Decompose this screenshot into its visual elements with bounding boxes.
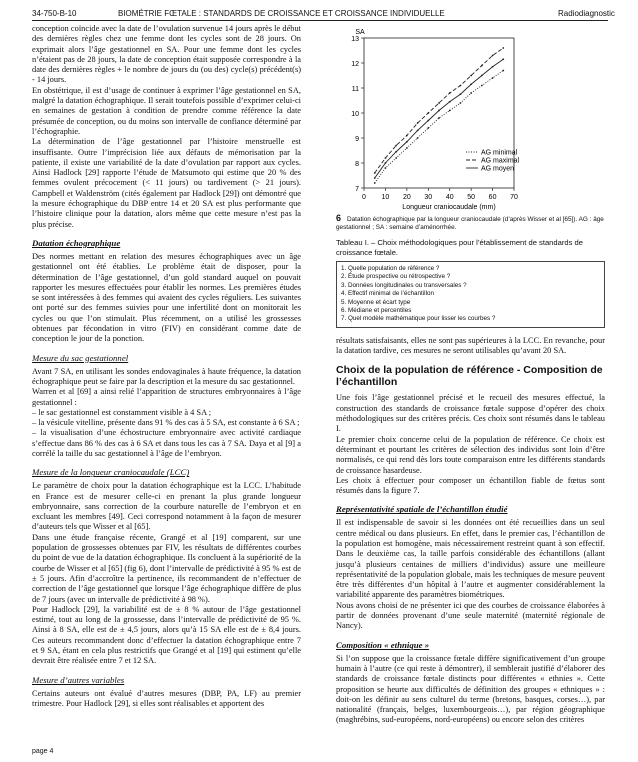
data-point <box>449 110 451 112</box>
y-tick-label: 10 <box>351 111 359 118</box>
paragraph: La détermination de l’âge gestationnel par l’histoire menstruelle est insuffisante. Outre l’imprécision liée aux défauts de mémorisation par la patiente, il existe une variabilité de la date d’ovulation par rapport aux cycles. Ainsi Hadlock [29] rapporte l’étude de Matsumoto qui estime que 20 % des femmes ovulent précocement (< 11 jours) ou tardivement (> 21 jours). Campbell et Waldenström (cités également par Hadlock [29]) ont démontré que la mesure échographique du DBP entre 14 et 20 SA est plus performante que l’histoire clinique pour la datation, alors même que cette mesure n’est pas la plus précise. <box>32 137 301 229</box>
data-point <box>481 65 483 67</box>
table-row: 7. Quel modèle mathématique pour lisser les courbes ? <box>341 315 496 323</box>
data-point <box>427 120 429 122</box>
table-1 <box>336 261 605 328</box>
y-tick-label: 13 <box>351 36 359 43</box>
paragraph: Dans une étude française récente, Grangé et al [19] comparent, sur une population de grossesses obtenues par FIV, les résultats de différentes courbes du point de vue de la datation échographique. Ils concluent à la supériorité de la courbe de Wisser et al [65] (fig 6), dont l’intervalle de prédictivité à 95 % est de ± 5 jours. Afin d’accroître la pertinence, ils recommandent de n’effectuer de correction de l’âge gestationnel que lorsque l’âge échographique diffère de plus de 7 jours (avec un intervalle de prédictivité à 98 %). <box>32 532 301 604</box>
data-point <box>385 162 387 164</box>
data-point <box>492 77 494 79</box>
list-item: – la vésicule vitelline, présente dans 91 % des cas à 5 SA, est constante à 6 SA ; <box>32 418 300 428</box>
data-point <box>470 92 472 94</box>
growth-chart <box>336 24 605 212</box>
paragraph: Le paramètre de choix pour la datation échographique est la LCC. L’habitude en France est de mesurer celle-ci en prenant la plus grande longueur embryonnaire, sans correction de la courbure naturelle de l’embryon et en excluant les membres [49]. Ceci correspond notamment à la façon de mesurer d’auteurs tels que Wisser et al [65]. <box>32 481 301 532</box>
x-tick-label: 0 <box>362 194 366 201</box>
legend-label: AG minimal <box>481 149 518 157</box>
figure-caption-text: Datation échographique par la longueur craniocaudale (d’après Wisser et al [65]). AG : âge gestationnel ; SA : semaine d’aménorrhée. <box>336 216 604 231</box>
section-name: Radiodiagnostic <box>558 9 615 18</box>
data-point <box>374 172 376 174</box>
right-column <box>336 24 605 726</box>
x-tick-label: 60 <box>488 194 497 201</box>
y-tick-label: 8 <box>355 161 359 168</box>
data-point <box>502 58 504 60</box>
paragraph: Certains auteurs ont évalué d’autres mesures (DBP, PA, LF) au premier trimestre. Pour Hadlock [29], si elles sont réalisables et apportent des <box>32 688 301 708</box>
section-heading-autres: Mesure d’autres variables <box>32 674 125 685</box>
legend-label: AG moyen <box>481 165 515 173</box>
paragraph: Les choix à effectuer pour composer un échantillon fiable de fœtus sont résumés dans la figure 7. <box>336 475 605 496</box>
legend-label: AG maximal <box>481 157 520 165</box>
paragraph: En obstétrique, il est d’usage de continuer à exprimer l’âge gestationnel en SA, malgré la datation échographique. Il serait toutefois possible d’exprimer celui-ci en semaines de gestation à condition de prendre comme référence la date présumée de conception, ou du moins son intervalle de confiance déterminé par l’échographie. <box>32 85 301 136</box>
page-header <box>0 0 638 22</box>
data-point <box>460 93 462 95</box>
data-point <box>374 182 376 184</box>
data-point <box>385 157 387 159</box>
data-point <box>438 102 440 104</box>
data-point <box>427 127 429 129</box>
data-point <box>417 130 419 132</box>
data-point <box>481 75 483 77</box>
document-ref: 34-750-B-10 <box>32 9 77 18</box>
paragraph: conception coïncide avec la date de l’ovulation survenue 14 jours après le début des dernières règles chez une femme dont les cycles sont de 28 jours. On exprimait alors l’âge gestationnel en SA. Pour une femme dont les cycles n’étaient pas de 28 jours, la date de conception était supposée correspondre à la date des dernières règles + le nombre de jours du (ou des) cycle(s) précédent(s) - 14 jours. <box>32 24 301 85</box>
data-point <box>395 151 397 153</box>
data-point <box>374 177 376 179</box>
page-number: page 4 <box>32 748 54 755</box>
section-heading-sac: Mesure du sac gestationnel <box>32 352 129 363</box>
data-point <box>481 85 483 87</box>
table-row: 4. Effectif minimal de l’échantillon <box>341 290 434 298</box>
running-title: BIOMÉTRIE FŒTALE : STANDARDS DE CROISSANCE ET CROISSANCE INDIVIDUELLE <box>118 9 445 18</box>
figure-caption <box>336 214 605 232</box>
section-heading-lcc: Mesure de la longueur craniocaudale (LCC) <box>32 467 190 478</box>
data-point <box>470 75 472 77</box>
data-point <box>492 55 494 57</box>
table-row: 2. Étude prospective ou rétrospective ? <box>341 273 451 281</box>
data-point <box>502 70 504 72</box>
table-row: 1. Quelle population de référence ? <box>341 265 440 272</box>
data-point <box>417 122 419 124</box>
data-point <box>406 141 408 143</box>
y-axis-label: SA <box>355 29 365 36</box>
data-point <box>385 167 387 169</box>
data-point <box>395 157 397 159</box>
y-tick-label: 7 <box>355 186 359 193</box>
data-point <box>406 147 408 149</box>
y-tick-label: 12 <box>351 61 359 68</box>
x-tick-label: 20 <box>402 194 411 201</box>
paragraph: Une fois l’âge gestationnel précisé et le recueil des mesures effectué, la construction des standards de croissance fœtale suppose d’opérer des choix méthodologiques sur des critères précis. Ces choix sont résumés dans le tableau I. <box>336 393 605 434</box>
data-point <box>427 112 429 114</box>
table-row: 5. Moyenne et écart type <box>341 298 411 306</box>
x-tick-label: 10 <box>381 194 390 201</box>
paragraph: résultats satisfaisants, elles ne sont pas supérieures à la LCC. En revanche, pour la datation tardive, ces mesures ne seront utilisables qu’avant 20 SA. <box>336 335 605 356</box>
paragraph: Il est indispensable de savoir si les données ont été recueillies dans un seul centre médical ou dans plusieurs. En effet, dans le premier cas, l’échantillon de la population est homogène, mais nécessairement restreint quant à son effectif. Dans le deuxième cas, la taille parfois considérable des échantillons (allant jusqu’à plusieurs centaines de milliers d’individus) assure une meilleure représentativité de la population globale, mais les techniques de mesure peuvent être très différentes d’un hôpital à l’autre et augmenter considérablement la variabilité apparente des paramètres biométriques. <box>336 518 605 600</box>
paragraph: Avant 7 SA, en utilisant les sondes endovaginales à haute fréquence, la datation échographique peut se faire par la description et la mesure du sac gestationnel. <box>32 366 301 386</box>
y-tick-label: 11 <box>351 86 359 93</box>
data-point <box>417 137 419 139</box>
figure-number: 6 <box>336 213 342 223</box>
data-point <box>395 145 397 147</box>
paragraph: Des normes mettant en relation des mesures échographiques avec un âge gestationnel ont été établies. Le problème était de disposer, pour la détermination de l’âge gestationnel, d’un gold standard auquel on pouvait rapporter les mesures effectuées pour établir les normes. Les premières études se sont intéressées à des femmes qui avaient des cycles réguliers. Les suivantes ont porté sur des femmes suivies pour une infertilité dont on monitorait les cycles ou que l’on stimulait. Plus récemment, on a utilisé les grossesses obtenues par fécondation in vitro (FIV) en considérant comme date de conception le jour de la ponction. <box>32 251 301 344</box>
data-point <box>492 66 494 68</box>
x-tick-label: 70 <box>510 194 518 201</box>
left-column <box>32 24 301 709</box>
x-tick-label: 50 <box>467 194 476 201</box>
data-point <box>460 102 462 104</box>
data-point <box>470 83 472 85</box>
data-point <box>449 101 451 103</box>
section-heading-choix: Choix de la population de référence - Composition de l’échantillon <box>336 364 603 389</box>
figure-6 <box>336 24 605 212</box>
data-point <box>406 135 408 137</box>
paragraph: Warren et al [69] a ainsi relié l’apparition de structures embryonnaires à l’âge gestationnel : <box>32 387 301 407</box>
data-point <box>449 92 451 94</box>
x-tick-label: 40 <box>445 194 454 201</box>
paragraph: Si l’on suppose que la croissance fœtale diffère significativement d’un groupe humain à l’autre (ce qui reste à démontrer), il semblerait justifié d’élaborer des standards de croissance fœtale distincts pour différentes « ethnies ». Cette proposition se heurte aux difficultés de définition des groupes « ethniques » : doit-on les définir au sens culturel du terme (bretons, basques, corses…), par nationalité (français, belges, luxembourgeois…), par région géographique (maghrébins, sud-européens, nord-européens) ou encore selon des critères <box>336 653 605 725</box>
paragraph: Le premier choix concerne celui de la population de référence. Ce choix est déterminant et pourtant les critères de sélection des individus sont loin d’être normalisés, ce qui rend dès lors toute comparaison entre les différents standards de croissance hasardeuse. <box>336 434 605 475</box>
section-heading-datation: Datation échographique <box>32 237 121 248</box>
section-heading-representativite: Représentativité spatiale de l’échantillon étudié <box>336 504 508 515</box>
y-tick-label: 9 <box>355 136 359 143</box>
list-item: – la visualisation d’une échostructure embryonnaire avec activité cardiaque s’effectue dans 86 % des cas à 6 SA et dans tous les cas à 7 SA. Daya et al [9] a corrélé la taille du sac gestationnel à l’âge de l’embryon. <box>32 428 301 458</box>
list-item: – le sac gestationnel est constamment visible à 4 SA ; <box>32 407 212 417</box>
table-title: Tableau I. – Choix méthodologiques pour l’établissement de standards de croissance fœtale. <box>336 238 583 257</box>
table-row: 3. Données longitudinales ou transversales ? <box>341 281 467 289</box>
x-axis-label: Longueur craniocaudale (mm) <box>402 204 496 211</box>
section-heading-ethnique: Composition « ethnique » <box>336 639 430 650</box>
paragraph: Nous avons choisi de ne présenter ici que des courbes de croissance élaborées à partir de données provenant d’une seule maternité (maternité régionale de Nancy). <box>336 600 605 631</box>
x-tick-label: 30 <box>424 194 433 201</box>
data-point <box>502 47 504 49</box>
data-point <box>438 110 440 112</box>
data-point <box>460 85 462 87</box>
table-row: 6. Médiane et percentiles <box>341 307 412 315</box>
header-rule <box>32 20 608 21</box>
paragraph: Pour Hadlock [29], la variabilité est de ± 8 % autour de l’âge gestationnel estimé, tout au long de la grossesse, dans l’intervalle de prédictivité de 95 %. Ainsi à 8 SA, elle est de ± 4,5 jours, alors qu’à 15 SA elle est de ± 8,4 jours. Ces auteurs recommandent donc d’effectuer la datation échographique entre 7 et 9 SA, étant en cela plus restrictifs que Grangé et al [19] qui estiment qu’elle devrait être réalisée entre 7 et 12 SA. <box>32 604 301 666</box>
data-point <box>438 117 440 119</box>
